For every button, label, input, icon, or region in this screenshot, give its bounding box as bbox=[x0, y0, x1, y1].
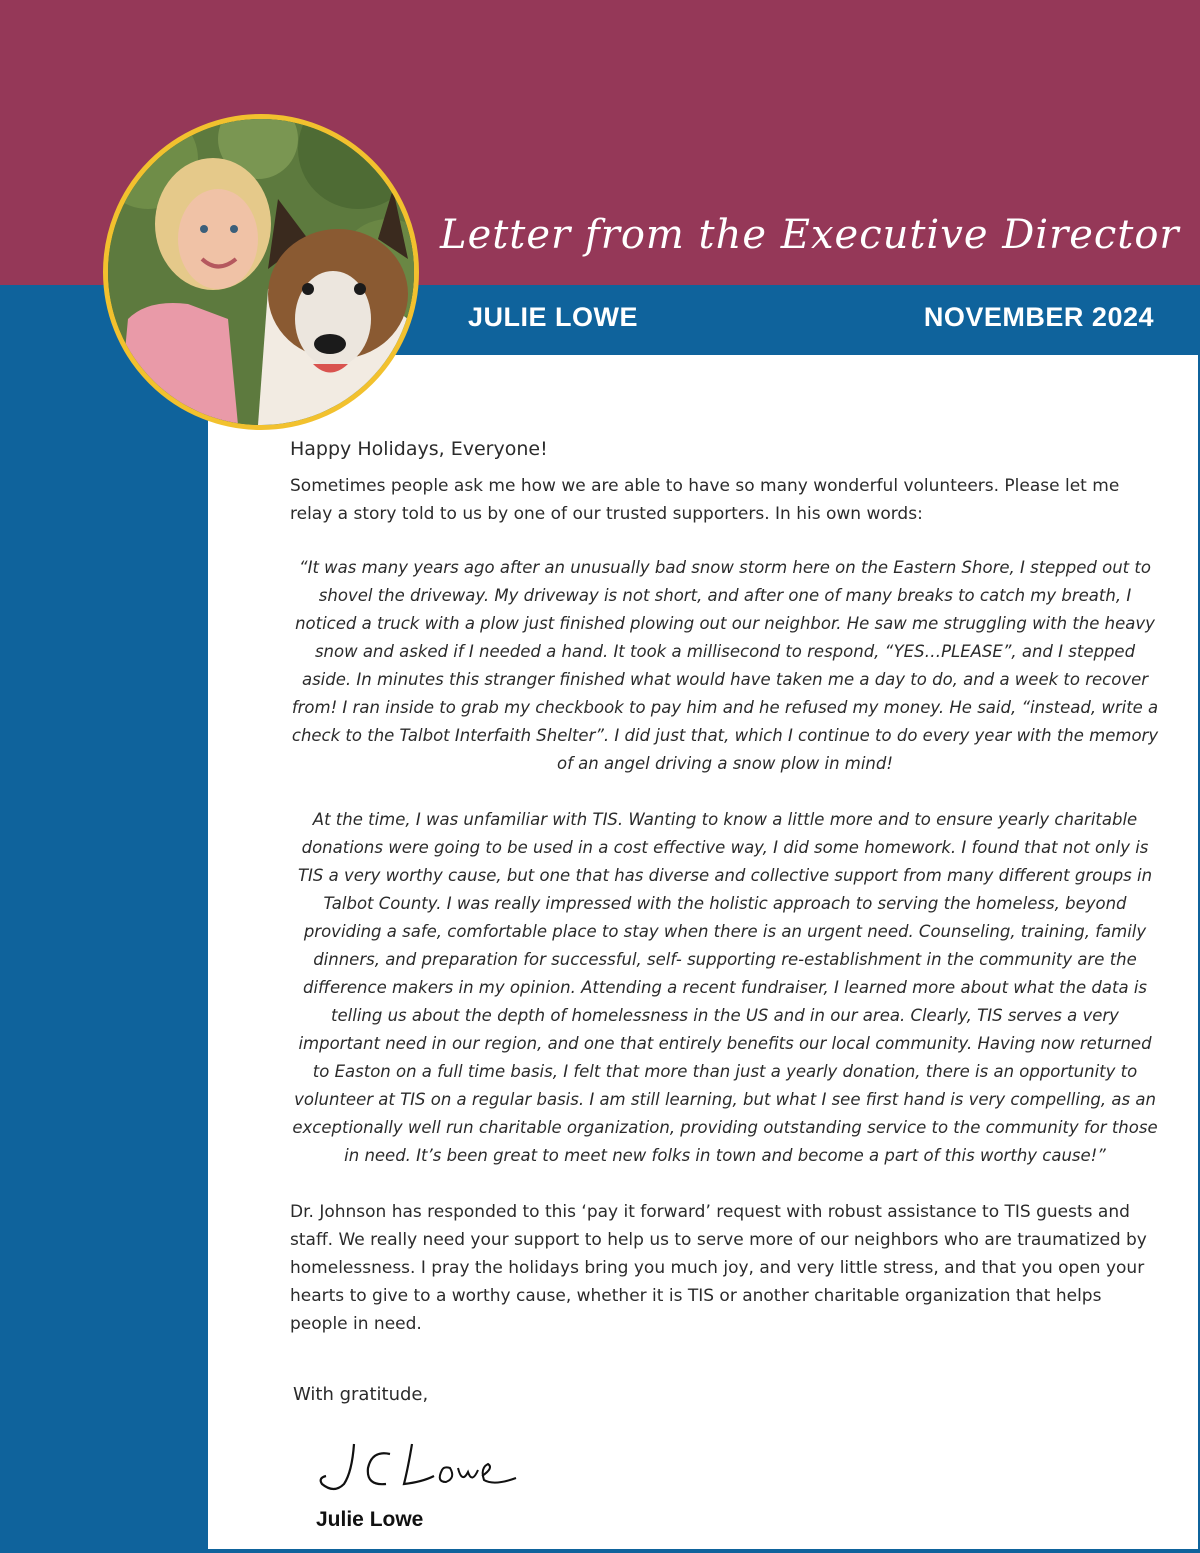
portrait-illustration bbox=[108, 119, 414, 425]
issue-date: NOVEMBER 2024 bbox=[923, 302, 1154, 332]
intro-paragraph: Sometimes people ask me how we are able to have so many wonderful volunteers. Please let me relay a story told to us by one of our trusted supporters. In his own words: bbox=[290, 476, 1120, 524]
closing-paragraph: Dr. Johnson has responded to this ‘pay it forward’ request with robust assistance to TIS guests and staff. We really need your support to help us to serve more of our neighbors who are traumatized by homelessness. I pray the holidays bring you much joy, and very little stress, and that you open your hearts to give to a worthy cause, whether it is TIS or another charitable organization that helps people in need. bbox=[290, 1202, 1147, 1334]
author-photo bbox=[103, 114, 419, 430]
quote-paragraph-2: At the time, I was unfamiliar with TIS. Wanting to know a little more and to ensure yearly charitable donations were going to be used in a cost effective way, I did some homework. I found that not only is TIS a very worthy cause, but one that has diverse and collective support from many different groups in Talbot County. I was really impressed with the holistic approach to serving the homeless, beyond providing a safe, comfortable place to stay when there is an urgent need. Counseling, training, family dinners, and preparation for successful, self- supporting re-establishment in the community are the difference makers in my opinion. Attending a recent fundraiser, I learned more about what the data is telling us about the depth of homelessness in the US and in our area. Clearly, TIS serves a very important need in our region, and one that entirely benefits our local community. Having now returned to Easton on a full time basis, I felt that more than just a yearly donation, there is an opportunity to volunteer at TIS on a regular basis. I am still learning, but what I see first hand is very compelling, as an exceptionally well run charitable organization, providing outstanding service to the community for those in need. It’s been great to meet new folks in town and become a part of this worthy cause!” bbox=[292, 810, 1158, 1165]
greeting: Happy Holidays, Everyone! bbox=[290, 438, 548, 460]
letter-body bbox=[290, 438, 1160, 1405]
signer-name: Julie Lowe bbox=[316, 1508, 424, 1531]
signature bbox=[312, 1432, 522, 1502]
page-title: Letter from the Executive Director bbox=[440, 212, 1180, 258]
quote-paragraph-1: “It was many years ago after an unusually bad snow storm here on the Eastern Shore, I stepped out to shovel the driveway. My driveway is not short, and after one of many breaks to catch my breath, I noticed a truck with a plow just finished plowing out our neighbor. He saw me struggling with the heavy snow and asked if I needed a hand. It took a millisecond to respond, “YES…PLEASE”, and I stepped aside. In minutes this stranger finished what would have taken me a day to do, and a week to recover from! I ran inside to grab my checkbook to pay him and he refused my money. He said, “instead, write a check to the Talbot Interfaith Shelter”. I did just that, which I continue to do every year with the memory of an angel driving a snow plow in mind! bbox=[291, 558, 1159, 773]
signoff: With gratitude, bbox=[293, 1384, 429, 1405]
author-name: JULIE LOWE bbox=[468, 302, 639, 332]
